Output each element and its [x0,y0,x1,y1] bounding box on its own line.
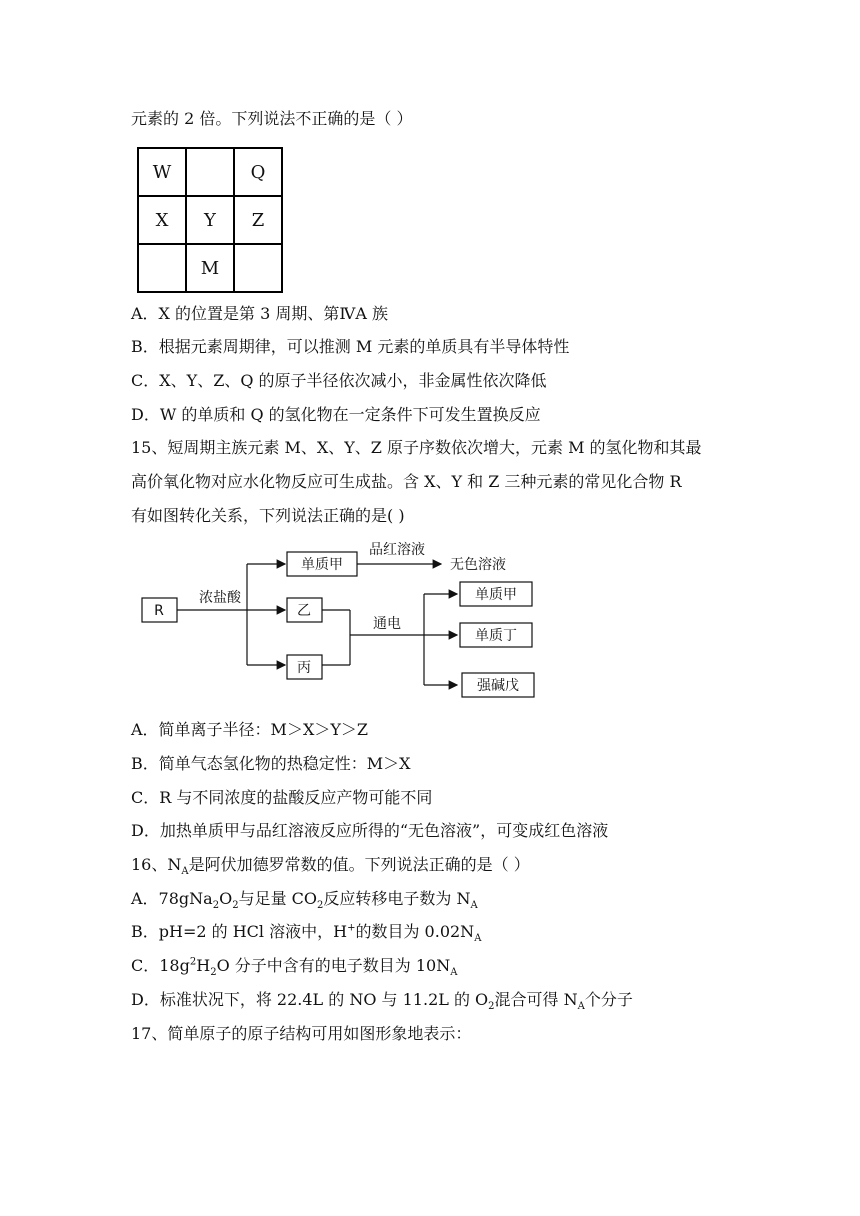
label-out3: 强碱戊 [477,678,519,694]
cell-empty [138,244,186,292]
q17-stem: 17、简单原子的原子结构可用如图形象地表示： [131,1024,472,1043]
q15-stem-line2: 高价氧化物对应水化物反应可生成盐。含 X、Y 和 Z 三种元素的常见化合物 R [131,472,682,491]
cell-empty [234,244,282,292]
cell-z: Z [234,196,282,244]
cell-w: W [138,148,186,196]
label-jia: 单质甲 [301,557,343,573]
q15-option-a: A．简单离子半径：M＞X＞Y＞Z [131,720,369,739]
label-r: R [154,603,164,619]
label-bing: 丙 [297,660,311,676]
label-tongdian: 通电 [373,616,401,632]
q16-option-a: A．$78gNa_2O_2$与足量 $CO_2$反应转移电子数为 $N_A$ [131,889,478,912]
cell-empty [186,148,234,196]
label-pinhong: 品红溶液 [369,542,425,558]
q16-stem: 16、$N_A$是阿伏加德罗常数的值。下列说法正确的是（ ） [131,855,530,878]
q14-intro: 元素的 2 倍。下列说法不正确的是（ ） [131,109,413,128]
cell-m: M [186,244,234,292]
q15-option-b: B．简单气态氢化物的热稳定性：M＞X [131,754,411,773]
label-yi: 乙 [297,603,311,619]
cell-y: Y [186,196,234,244]
q14-option-b: B．根据元素周期律，可以推测 M 元素的单质具有半导体特性 [131,337,570,356]
q15-option-d: D．加热单质甲与品红溶液反应所得的“无色溶液”，可变成红色溶液 [131,821,609,840]
q15-stem-line1: 15、短周期主族元素 M、X、Y、Z 原子序数依次增大，元素 M 的氢化物和其最 [131,438,702,457]
q16-option-d: D．标准状况下，将 22.4L 的 NO 与 11.2L 的 $O_2$混合可得 $N_A$个分子 [131,990,633,1013]
q16-option-c: C．$18g^2H_2O$ 分子中含有的电子数目为 $10N_A$ [131,956,458,979]
label-reagent: 浓盐酸 [199,590,241,606]
label-wuse: 无色溶液 [450,557,506,573]
q14-option-a: A．X 的位置是第 3 周期、第ⅣA 族 [131,304,389,323]
label-out1: 单质甲 [475,587,517,603]
q14-option-d: D．W 的单质和 Q 的氢化物在一定条件下可发生置换反应 [131,405,541,424]
cell-q: Q [234,148,282,196]
q16-option-b: B．pH=2 的 HCl 溶液中，H+的数目为 $0.02N_A$ [131,922,482,945]
cell-x: X [138,196,186,244]
conversion-flow-diagram [141,540,541,702]
q15-option-c: C．R 与不同浓度的盐酸反应产物可能不同 [131,788,433,807]
q15-stem-line3: 有如图转化关系，下列说法正确的是( ) [131,506,405,525]
label-out2: 单质丁 [475,628,517,644]
q14-option-c: C．X、Y、Z、Q 的原子半径依次减小，非金属性依次降低 [131,371,547,390]
periodic-table-fragment [137,147,283,293]
